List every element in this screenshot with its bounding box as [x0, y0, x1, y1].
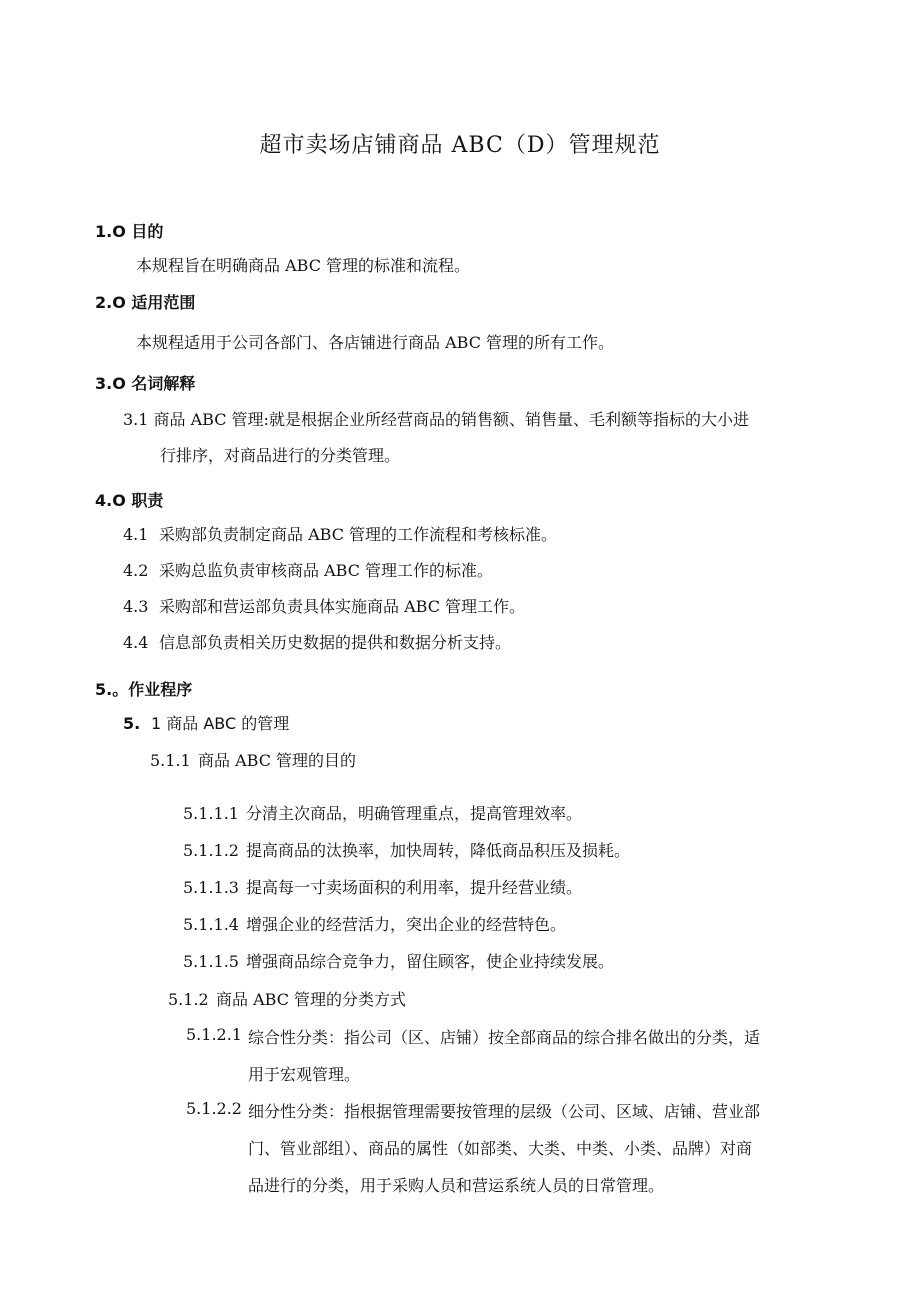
section-5-1-1-heading [150, 748, 356, 771]
item-number: 5.1.1.3 [183, 878, 239, 897]
list-item [183, 801, 582, 824]
list-item [183, 912, 566, 935]
item-text: 增强商品综合竞争力，留住顾客，使企业持续发展。 [246, 952, 615, 971]
section-2-text: 本规程适用于公司各部门、各店铺进行商品 ABC 管理的所有工作。 [136, 333, 615, 352]
section-1-heading: 1.O 目的 [95, 222, 164, 241]
section-1-text: 本规程旨在明确商品 ABC 管理的标准和流程。 [136, 256, 471, 275]
document-title: 超市卖场店铺商品 ABC（D）管理规范 [259, 133, 661, 158]
item-text: 提高商品的汰换率，加快周转，降低商品积压及损耗。 [246, 841, 631, 860]
section-5-1-2-2-line2: 门、管业部组）、商品的属性（如部类、大类、中类、小类、品牌）对商 [248, 1139, 753, 1158]
item-text: 采购部负责制定商品 ABC 管理的工作流程和考核标准。 [159, 525, 558, 544]
item-number: 5.1.1.2 [183, 841, 239, 860]
section-3-1-line1: 3.1 商品 ABC 管理:就是根据企业所经营商品的销售额、销售量、毛利额等指标的大小进 [123, 410, 749, 429]
item-text: 采购总监负责审核商品 ABC 管理工作的标准。 [159, 561, 494, 580]
section-2-heading: 2.O 适用范围 [95, 293, 196, 312]
item-text: 提高每一寸卖场面积的利用率，提升经营业绩。 [246, 878, 583, 897]
list-item [123, 558, 493, 581]
section-5-1-2-heading [168, 987, 406, 1010]
item-number: 5.1.1.5 [183, 952, 239, 971]
item-number: 4.2 [123, 561, 149, 580]
section-5-1-2-1-number: 5.1.2.1 [186, 1025, 242, 1044]
section-5-heading: 5.。作业程序 [95, 680, 193, 699]
section-5-1-2-2-line3: 品进行的分类，用于采购人员和营运系统人员的日常管理。 [248, 1176, 665, 1195]
section-5-1-2-1-line2: 用于宏观管理。 [248, 1065, 361, 1084]
section-5-1-2-1-line1: 综合性分类：指公司（区、店铺）按全部商品的综合排名做出的分类，适 [248, 1028, 761, 1047]
item-number: 5.1.1 [150, 751, 191, 770]
item-number: 4.1 [123, 525, 149, 544]
list-item [123, 522, 557, 545]
list-item [183, 949, 614, 972]
item-text: 分清主次商品，明确管理重点，提高管理效率。 [246, 804, 583, 823]
list-item [123, 630, 511, 653]
section-5-1-2-2-line1: 细分性分类：指根据管理需要按管理的层级（公司、区域、店铺、营业部 [248, 1102, 761, 1121]
item-text: 增强企业的经营活力，突出企业的经营特色。 [246, 915, 567, 934]
item-text: 信息部负责相关历史数据的提供和数据分析支持。 [159, 633, 512, 652]
section-5-1-2-2-number: 5.1.2.2 [186, 1099, 242, 1118]
list-item [183, 875, 582, 898]
item-number: 4.4 [123, 633, 149, 652]
section-3-1-line2: 行排序，对商品进行的分类管理。 [160, 446, 401, 465]
section-5-1-heading [123, 711, 289, 734]
item-text: 商品 ABC 管理的目的 [198, 751, 357, 770]
item-text: 采购部和营运部负责具体实施商品 ABC 管理工作。 [159, 597, 526, 616]
item-number: 4.3 [123, 597, 149, 616]
section-5-1-label: 1 商品 ABC 的管理 [151, 714, 290, 733]
section-4-heading: 4.O 职责 [95, 491, 164, 510]
section-5-1-number: 5. [123, 714, 141, 733]
list-item [123, 594, 525, 617]
item-text: 商品 ABC 管理的分类方式 [216, 990, 407, 1009]
item-number: 5.1.1.4 [183, 915, 239, 934]
list-item [183, 838, 630, 861]
item-number: 5.1.1.1 [183, 804, 239, 823]
item-number: 5.1.2 [168, 990, 209, 1009]
section-3-heading: 3.O 名词解释 [95, 374, 196, 393]
